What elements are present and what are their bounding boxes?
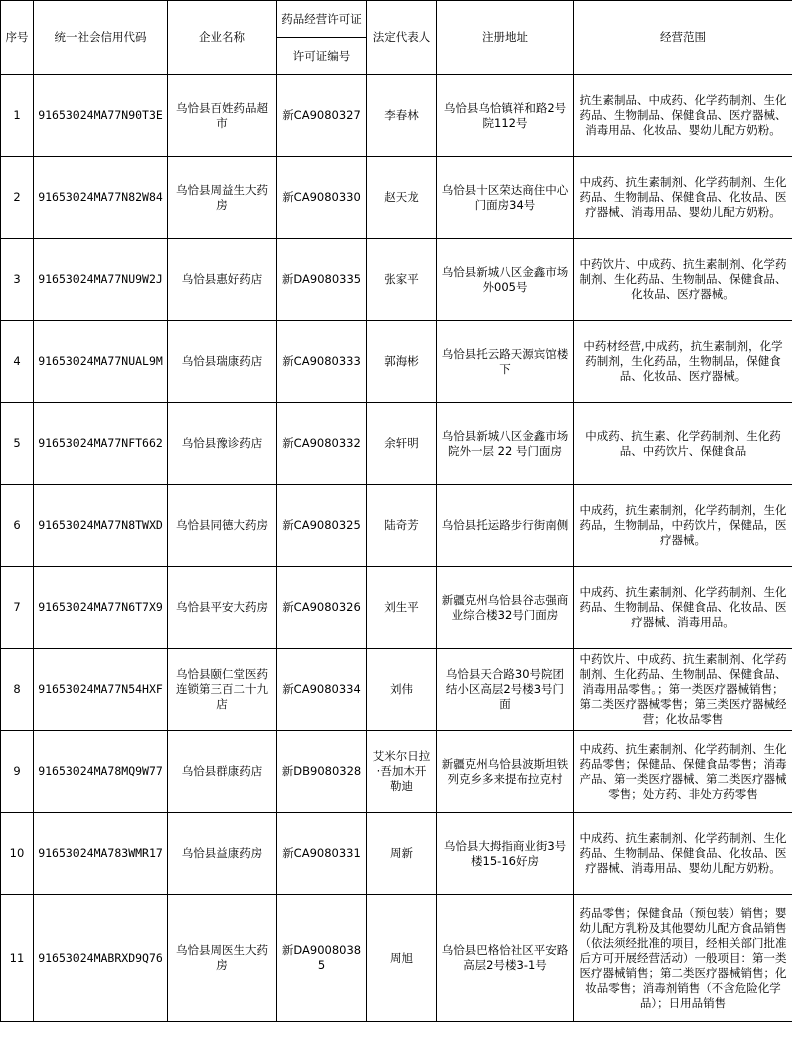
header-license-group: 药品经营许可证 xyxy=(277,1,367,38)
cell-credit-code: 91653024MA77NFT662 xyxy=(34,403,168,485)
cell-license-no: 新DA90080385 xyxy=(277,895,367,1022)
table-row xyxy=(1,567,792,649)
cell-license-no: 新CA9080331 xyxy=(277,813,367,895)
cell-address: 乌恰县十区荣达商住中心门面房34号 xyxy=(437,157,574,239)
header-company: 企业名称 xyxy=(168,1,277,75)
cell-index: 10 xyxy=(1,813,34,895)
cell-index: 9 xyxy=(1,731,34,813)
cell-scope: 抗生素制品、中成药、化学药制剂、生化药品、生物制品、保健食品、医疗器械、消毒用品、化妆品、婴幼儿配方奶粉。 xyxy=(574,75,792,157)
cell-license-no: 新CA9080333 xyxy=(277,321,367,403)
cell-address: 乌恰县新城八区金鑫市场外005号 xyxy=(437,239,574,321)
table-row xyxy=(1,239,792,321)
header-index: 序号 xyxy=(1,1,34,75)
cell-index: 3 xyxy=(1,239,34,321)
cell-company: 乌恰县颐仁堂医药连锁第三百二十九店 xyxy=(168,649,277,731)
cell-license-no: 新CA9080332 xyxy=(277,403,367,485)
cell-company: 乌恰县百姓药品超市 xyxy=(168,75,277,157)
cell-credit-code: 91653024MA77NUAL9M xyxy=(34,321,168,403)
cell-index: 11 xyxy=(1,895,34,1022)
cell-company: 乌恰县周益生大药房 xyxy=(168,157,277,239)
cell-address: 乌恰县大拇指商业街3号楼15-16好房 xyxy=(437,813,574,895)
table-row xyxy=(1,813,792,895)
cell-credit-code: 91653024MA77NU9W2J xyxy=(34,239,168,321)
cell-scope: 中药材经营,中成药，抗生素制剂，化学药制剂，生化药品，生物制品，保健食品、化妆品、医疗器械。 xyxy=(574,321,792,403)
table-row xyxy=(1,895,792,1022)
cell-representative: 陆奇芳 xyxy=(367,485,437,567)
cell-license-no: 新CA9080330 xyxy=(277,157,367,239)
cell-address: 乌恰县托运路步行街南侧 xyxy=(437,485,574,567)
cell-license-no: 新CA9080325 xyxy=(277,485,367,567)
cell-representative: 李春林 xyxy=(367,75,437,157)
cell-scope: 中成药、抗生素制剂、化学药制剂、生化药品、生物制品、保健食品、化妆品、医疗器械、消毒用品、婴幼儿配方奶粉。 xyxy=(574,157,792,239)
cell-credit-code: 91653024MABRXD9Q76 xyxy=(34,895,168,1022)
cell-representative: 艾米尔日拉·吾加木开勒迪 xyxy=(367,731,437,813)
table-row xyxy=(1,731,792,813)
cell-company: 乌恰县豫诊药店 xyxy=(168,403,277,485)
header-scope: 经营范围 xyxy=(574,1,792,75)
cell-company: 乌恰县群康药店 xyxy=(168,731,277,813)
table-row xyxy=(1,649,792,731)
cell-credit-code: 91653024MA77N54HXF xyxy=(34,649,168,731)
cell-address: 乌恰县托云路天源宾馆楼下 xyxy=(437,321,574,403)
cell-address: 乌恰县乌恰镇祥和路2号院112号 xyxy=(437,75,574,157)
cell-company: 乌恰县周医生大药房 xyxy=(168,895,277,1022)
cell-credit-code: 91653024MA77N90T3E xyxy=(34,75,168,157)
header-credit-code: 统一社会信用代码 xyxy=(34,1,168,75)
cell-company: 乌恰县平安大药房 xyxy=(168,567,277,649)
cell-company: 乌恰县同德大药房 xyxy=(168,485,277,567)
cell-company: 乌恰县益康药房 xyxy=(168,813,277,895)
table-row xyxy=(1,485,792,567)
cell-index: 6 xyxy=(1,485,34,567)
cell-credit-code: 91653024MA783WMR17 xyxy=(34,813,168,895)
cell-license-no: 新CA9080327 xyxy=(277,75,367,157)
cell-credit-code: 91653024MA77N8TWXD xyxy=(34,485,168,567)
cell-license-no: 新CA9080334 xyxy=(277,649,367,731)
cell-index: 5 xyxy=(1,403,34,485)
cell-representative: 余轩明 xyxy=(367,403,437,485)
header-license-no: 许可证编号 xyxy=(277,38,367,75)
cell-representative: 周新 xyxy=(367,813,437,895)
cell-license-no: 新DB9080328 xyxy=(277,731,367,813)
cell-credit-code: 91653024MA77N6T7X9 xyxy=(34,567,168,649)
cell-credit-code: 91653024MA78MQ9W77 xyxy=(34,731,168,813)
table-row xyxy=(1,321,792,403)
cell-company: 乌恰县惠好药店 xyxy=(168,239,277,321)
cell-address: 新疆克州乌恰县波斯坦铁列克乡多来提布拉克村 xyxy=(437,731,574,813)
cell-credit-code: 91653024MA77N82W84 xyxy=(34,157,168,239)
cell-representative: 张家平 xyxy=(367,239,437,321)
cell-representative: 郭海彬 xyxy=(367,321,437,403)
cell-license-no: 新DA9080335 xyxy=(277,239,367,321)
table-row xyxy=(1,403,792,485)
table-row xyxy=(1,75,792,157)
cell-scope: 中成药、抗生素制剂、化学药制剂、生化药品、生物制品、保健食品、化妆品、医疗器械、消毒用品、婴幼儿配方奶粉。 xyxy=(574,813,792,895)
cell-representative: 刘生平 xyxy=(367,567,437,649)
cell-scope: 中成药、抗生素、化学药制剂、生化药品、中药饮片、保健食品 xyxy=(574,403,792,485)
header-row xyxy=(1,1,792,38)
cell-index: 8 xyxy=(1,649,34,731)
cell-representative: 赵天龙 xyxy=(367,157,437,239)
cell-representative: 周旭 xyxy=(367,895,437,1022)
cell-scope: 中成药，抗生素制剂，化学药制剂，生化药品，生物制品，中药饮片，保健品，医疗器械。 xyxy=(574,485,792,567)
cell-address: 乌恰县天合路30号院团结小区高层2号楼3号门面 xyxy=(437,649,574,731)
cell-representative: 刘伟 xyxy=(367,649,437,731)
cell-scope: 药品零售；保健食品（预包装）销售；婴幼儿配方乳粉及其他婴幼儿配方食品销售（依法须经批准的项目，经相关部门批准后方可开展经营活动）一般项目：第一类医疗器械销售；第二类医疗器械销售；化妆品零售；消毒剂销售（不含危险化学品）；日用品销售 xyxy=(574,895,792,1022)
cell-company: 乌恰县瑞康药店 xyxy=(168,321,277,403)
cell-index: 2 xyxy=(1,157,34,239)
cell-scope: 中成药、抗生素制剂、化学药制剂、生化药品零售；保健品、保健食品零售；消毒产品、第一类医疗器械、第二类医疗器械零售；处方药、非处方药零售 xyxy=(574,731,792,813)
cell-scope: 中药饮片、中成药、抗生素制剂、化学药制剂、生化药品、生物制品、保健食品、消毒用品零售。；第一类医疗器械销售；第二类医疗器械零售；第三类医疗器械经营；化妆品零售 xyxy=(574,649,792,731)
cell-scope: 中药饮片、中成药、抗生素制剂、化学药制剂、生化药品、生物制品、保健食品、化妆品、医疗器械。 xyxy=(574,239,792,321)
cell-index: 1 xyxy=(1,75,34,157)
header-address: 注册地址 xyxy=(437,1,574,75)
cell-address: 乌恰县巴格恰社区平安路高层2号楼3-1号 xyxy=(437,895,574,1022)
cell-license-no: 新CA9080326 xyxy=(277,567,367,649)
cell-scope: 中成药、抗生素制剂、化学药制剂、生化药品、生物制品、保健食品、化妆品、医疗器械、消毒用品。 xyxy=(574,567,792,649)
table-row xyxy=(1,157,792,239)
cell-address: 新疆克州乌恰县谷志强商业综合楼32号门面房 xyxy=(437,567,574,649)
header-representative: 法定代表人 xyxy=(367,1,437,75)
cell-address: 乌恰县新城八区金鑫市场院外一层 22 号门面房 xyxy=(437,403,574,485)
cell-index: 7 xyxy=(1,567,34,649)
cell-index: 4 xyxy=(1,321,34,403)
